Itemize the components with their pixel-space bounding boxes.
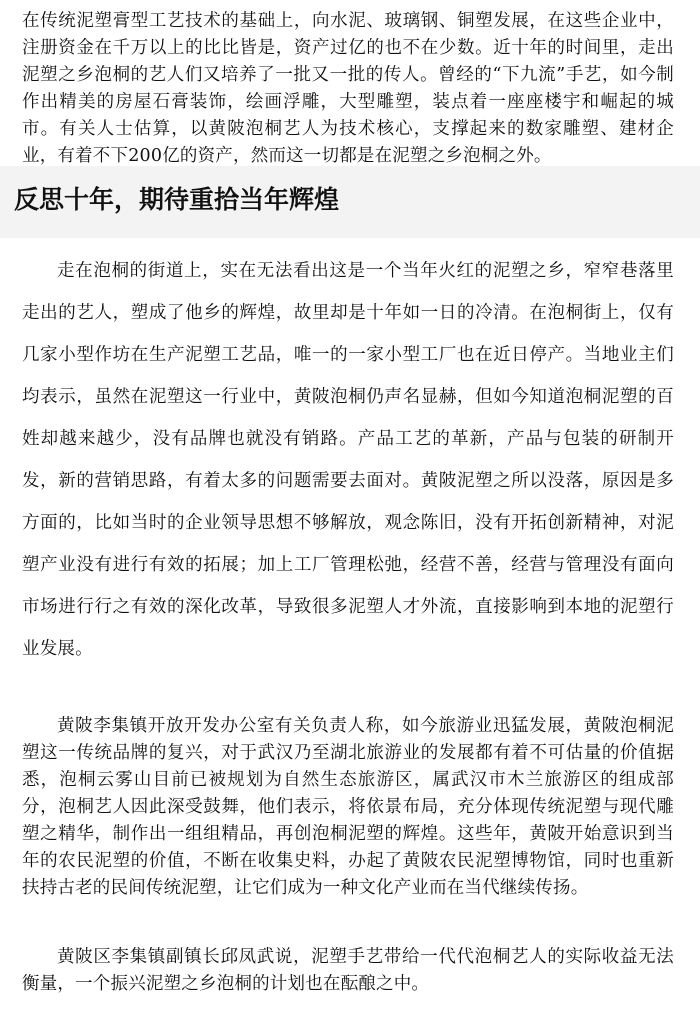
mayor-paragraph: 黄陂区李集镇副镇长邱凤武说，泥塑手艺带给一代代泡桐艺人的实际收益无法衡量，一个振兴泥塑之乡泡桐的计划也在酝酿之中。	[22, 947, 674, 994]
section-heading: 反思十年，期待重拾当年辉煌	[14, 185, 340, 214]
street-paragraph: 走在泡桐的街道上，实在无法看出这是一个当年火红的泥塑之乡，窄窄巷落里走出的艺人，塑成了他乡的辉煌，故里却是十年如一日的冷清。在泡桐街上，仅有几家小型作坊在生产泥塑工艺品，唯一的一家小型工厂也在近日停产。当地业主们均表示，虽然在泥塑这一行业中，黄陂泡桐仍声名显赫，但如今知道泡桐泥塑的百姓却越来越少，没有品牌也就没有销路。产品工艺的革新，产品与包装的研制开发，新的营销思路，有着太多的问题需要去面对。黄陂泥塑之所以没落，原因是多方面的，比如当时的企业领导思想不够解放，观念陈旧，没有开拓创新精神，对泥塑产业没有进行有效的拓展；加上工厂管理松弛，经营不善，经营与管理没有面向市场进行行之有效的深化改革，导致很多泥塑人才外流，直接影响到本地的泥塑行业发展。	[22, 261, 674, 659]
intro-paragraph: 在传统泥塑膏型工艺技术的基础上，向水泥、玻璃钢、铜塑发展，在这些企业中，注册资金在千万以上的比比皆是，资产过亿的也不在少数。近十年的时间里，走出泥塑之乡泡桐的艺人们又培养了一批又一批的传人。曾经的“下九流”手艺，如今制作出精美的房屋石膏装饰，绘画浮雕，大型雕塑，装点着一座座楼宇和崛起的城市。有关人士估算，以黄陂泡桐艺人为技术核心，支撑起来的数家雕塑、建材企业，有着不下200亿的资产，然而这一切都是在泥塑之乡泡桐之外。	[22, 11, 674, 166]
office-paragraph: 黄陂李集镇开放开发办公室有关负责人称，如今旅游业迅猛发展，黄陂泡桐泥塑这一传统品牌的复兴，对于武汉乃至湖北旅游业的发展都有着不可估量的价值据悉，泡桐云雾山目前已被规划为自然生态旅游区，属武汉市木兰旅游区的组成部分，泡桐艺人因此深受鼓舞，他们表示，将依景布局，充分体现传统泥塑与现代雕塑之精华，制作出一组组精品，再创泡桐泥塑的辉煌。这些年，黄陂开始意识到当年的农民泥塑的价值，不断在收集史料，办起了黄陂农民泥塑博物馆，同时也重新扶持古老的民间传统泥塑，让它们成为一种文化产业而在当代继续传扬。	[22, 716, 674, 898]
section-heading-band	[0, 166, 700, 238]
